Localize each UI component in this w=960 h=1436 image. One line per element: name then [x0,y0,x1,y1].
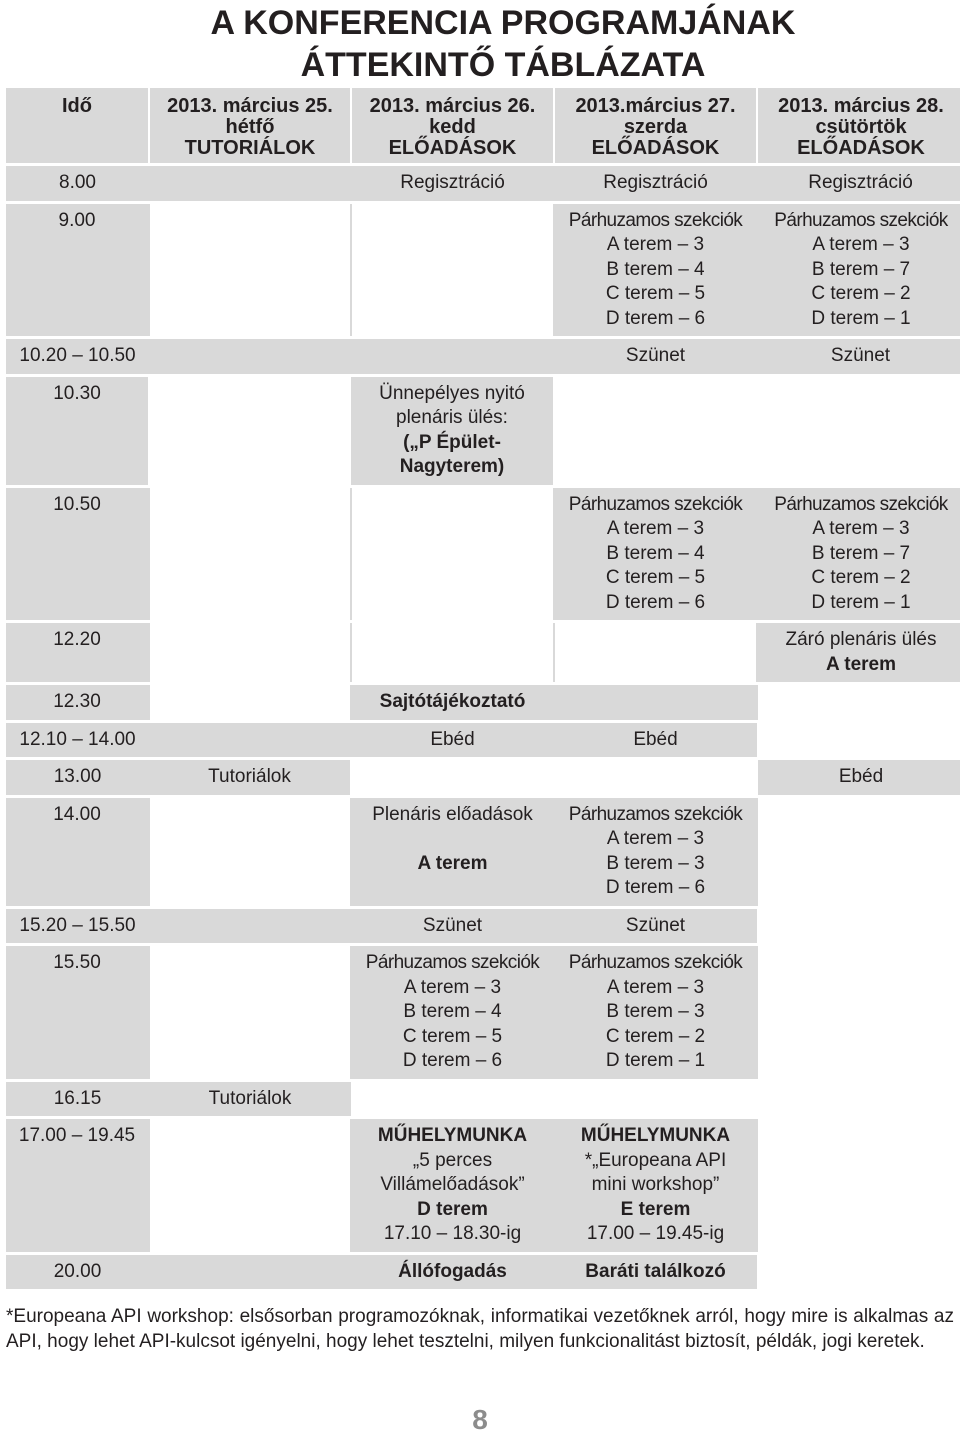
footnote: *Europeana API workshop: elsősorban programozóknak, informatikai vezetőknek arról, hogy mire is alkalmas az API, hogy lehet API-kulcsot igényelni, hogy lehet tesztelni, milyen funkcionalitást biztosít, példák, jogi keretek. [6,1306,954,1352]
table-row [6,338,960,376]
time-cell: 8.00 [6,165,149,203]
event-cell: Ünnepélyes nyitó plenáris ülés: („P Épület- Nagyterem) [351,375,554,486]
title-line-1: A KONFERENCIA PROGRAMJÁNAK [210,4,796,42]
time-cell: 15.20 – 15.50 [6,907,149,945]
event-cell: MŰHELYMUNKA *„Europeana API mini workshop” E terem 17.00 – 19.45-ig [554,1118,757,1254]
time-cell: 12.20 [6,622,149,684]
event-cell: Párhuzamos szekciók A terem – 3 B terem – 7 C terem – 2 D terem – 1 [757,486,960,622]
event-cell: Párhuzamos szekciók A terem – 3 B terem – 4 C terem – 5 D terem – 6 [554,202,757,338]
table-row [6,684,960,722]
table-row [6,945,960,1081]
table-row [6,375,960,486]
event-cell: Záró plenáris ülés A terem [757,622,960,684]
table-row [6,202,960,338]
page-number: 8 [472,1404,488,1435]
page-title [0,0,960,86]
event-cell: Regisztráció [554,165,757,203]
event-cell: Szünet [554,338,757,376]
table-row [6,759,960,797]
header-time: Idő [6,88,149,165]
event-cell: Baráti találkozó [554,1253,757,1289]
event-cell: Párhuzamos szekciók A terem – 3 B terem – 4 C terem – 5 D terem – 6 [554,486,757,622]
event-cell: Tutoriálok [149,759,351,797]
event-cell: Párhuzamos szekciók A terem – 3 B terem – 7 C terem – 2 D terem – 1 [757,202,960,338]
table-row [6,622,960,684]
time-cell: 10.50 [6,486,149,622]
event-cell: Párhuzamos szekciók A terem – 3 B terem – 4 C terem – 5 D terem – 6 [351,945,554,1081]
time-cell: 12.30 [6,684,149,722]
time-cell: 10.20 – 10.50 [6,338,149,376]
header-day2: 2013. március 26. kedd ELŐADÁSOK [351,88,554,165]
event-cell: MŰHELYMUNKA „5 perces Villámelőadások” D terem 17.10 – 18.30-ig [351,1118,554,1254]
event-cell: Párhuzamos szekciók A terem – 3 B terem – 3 D terem – 6 [554,796,757,907]
table-row [6,1253,960,1289]
header-day3: 2013.március 27. szerda ELŐADÁSOK [554,88,757,165]
table-header-row [6,88,960,165]
event-cell: Regisztráció [757,165,960,203]
time-cell: 20.00 [6,1253,149,1289]
event-cell: Állófogadás [351,1253,554,1289]
time-cell: 16.15 [6,1080,149,1118]
event-cell: Ebéd [351,721,554,759]
table-row [6,1118,960,1254]
time-cell: 13.00 [6,759,149,797]
event-cell: Szünet [351,907,554,945]
header-day4: 2013. március 28. csütörtök ELŐADÁSOK [757,88,960,165]
table-row [6,721,960,759]
event-cell: Ebéd [757,759,960,797]
time-cell: 17.00 – 19.45 [6,1118,149,1254]
event-cell: Regisztráció [351,165,554,203]
event-cell: Párhuzamos szekciók A terem – 3 B terem – 3 C terem – 2 D terem – 1 [554,945,757,1081]
title-line-2: ÁTTEKINTŐ TÁBLÁZATA [300,46,706,84]
table-row [6,1080,960,1118]
time-cell: 10.30 [6,375,149,486]
table-row [6,165,960,203]
event-cell: Sajtótájékoztató [351,684,554,722]
event-cell: Szünet [554,907,757,945]
table-row [6,907,960,945]
event-cell: Szünet [757,338,960,376]
table-row [6,796,960,907]
program-table [6,88,960,1289]
event-cell: Tutoriálok [149,1080,351,1118]
table-row [6,486,960,622]
event-cell: Plenáris előadások A terem [351,796,554,907]
time-cell: 15.50 [6,945,149,1081]
event-cell: Ebéd [554,721,757,759]
time-cell: 14.00 [6,796,149,907]
time-cell: 12.10 – 14.00 [6,721,149,759]
header-day1: 2013. március 25. hétfő TUTORIÁLOK [149,88,351,165]
time-cell: 9.00 [6,202,149,338]
